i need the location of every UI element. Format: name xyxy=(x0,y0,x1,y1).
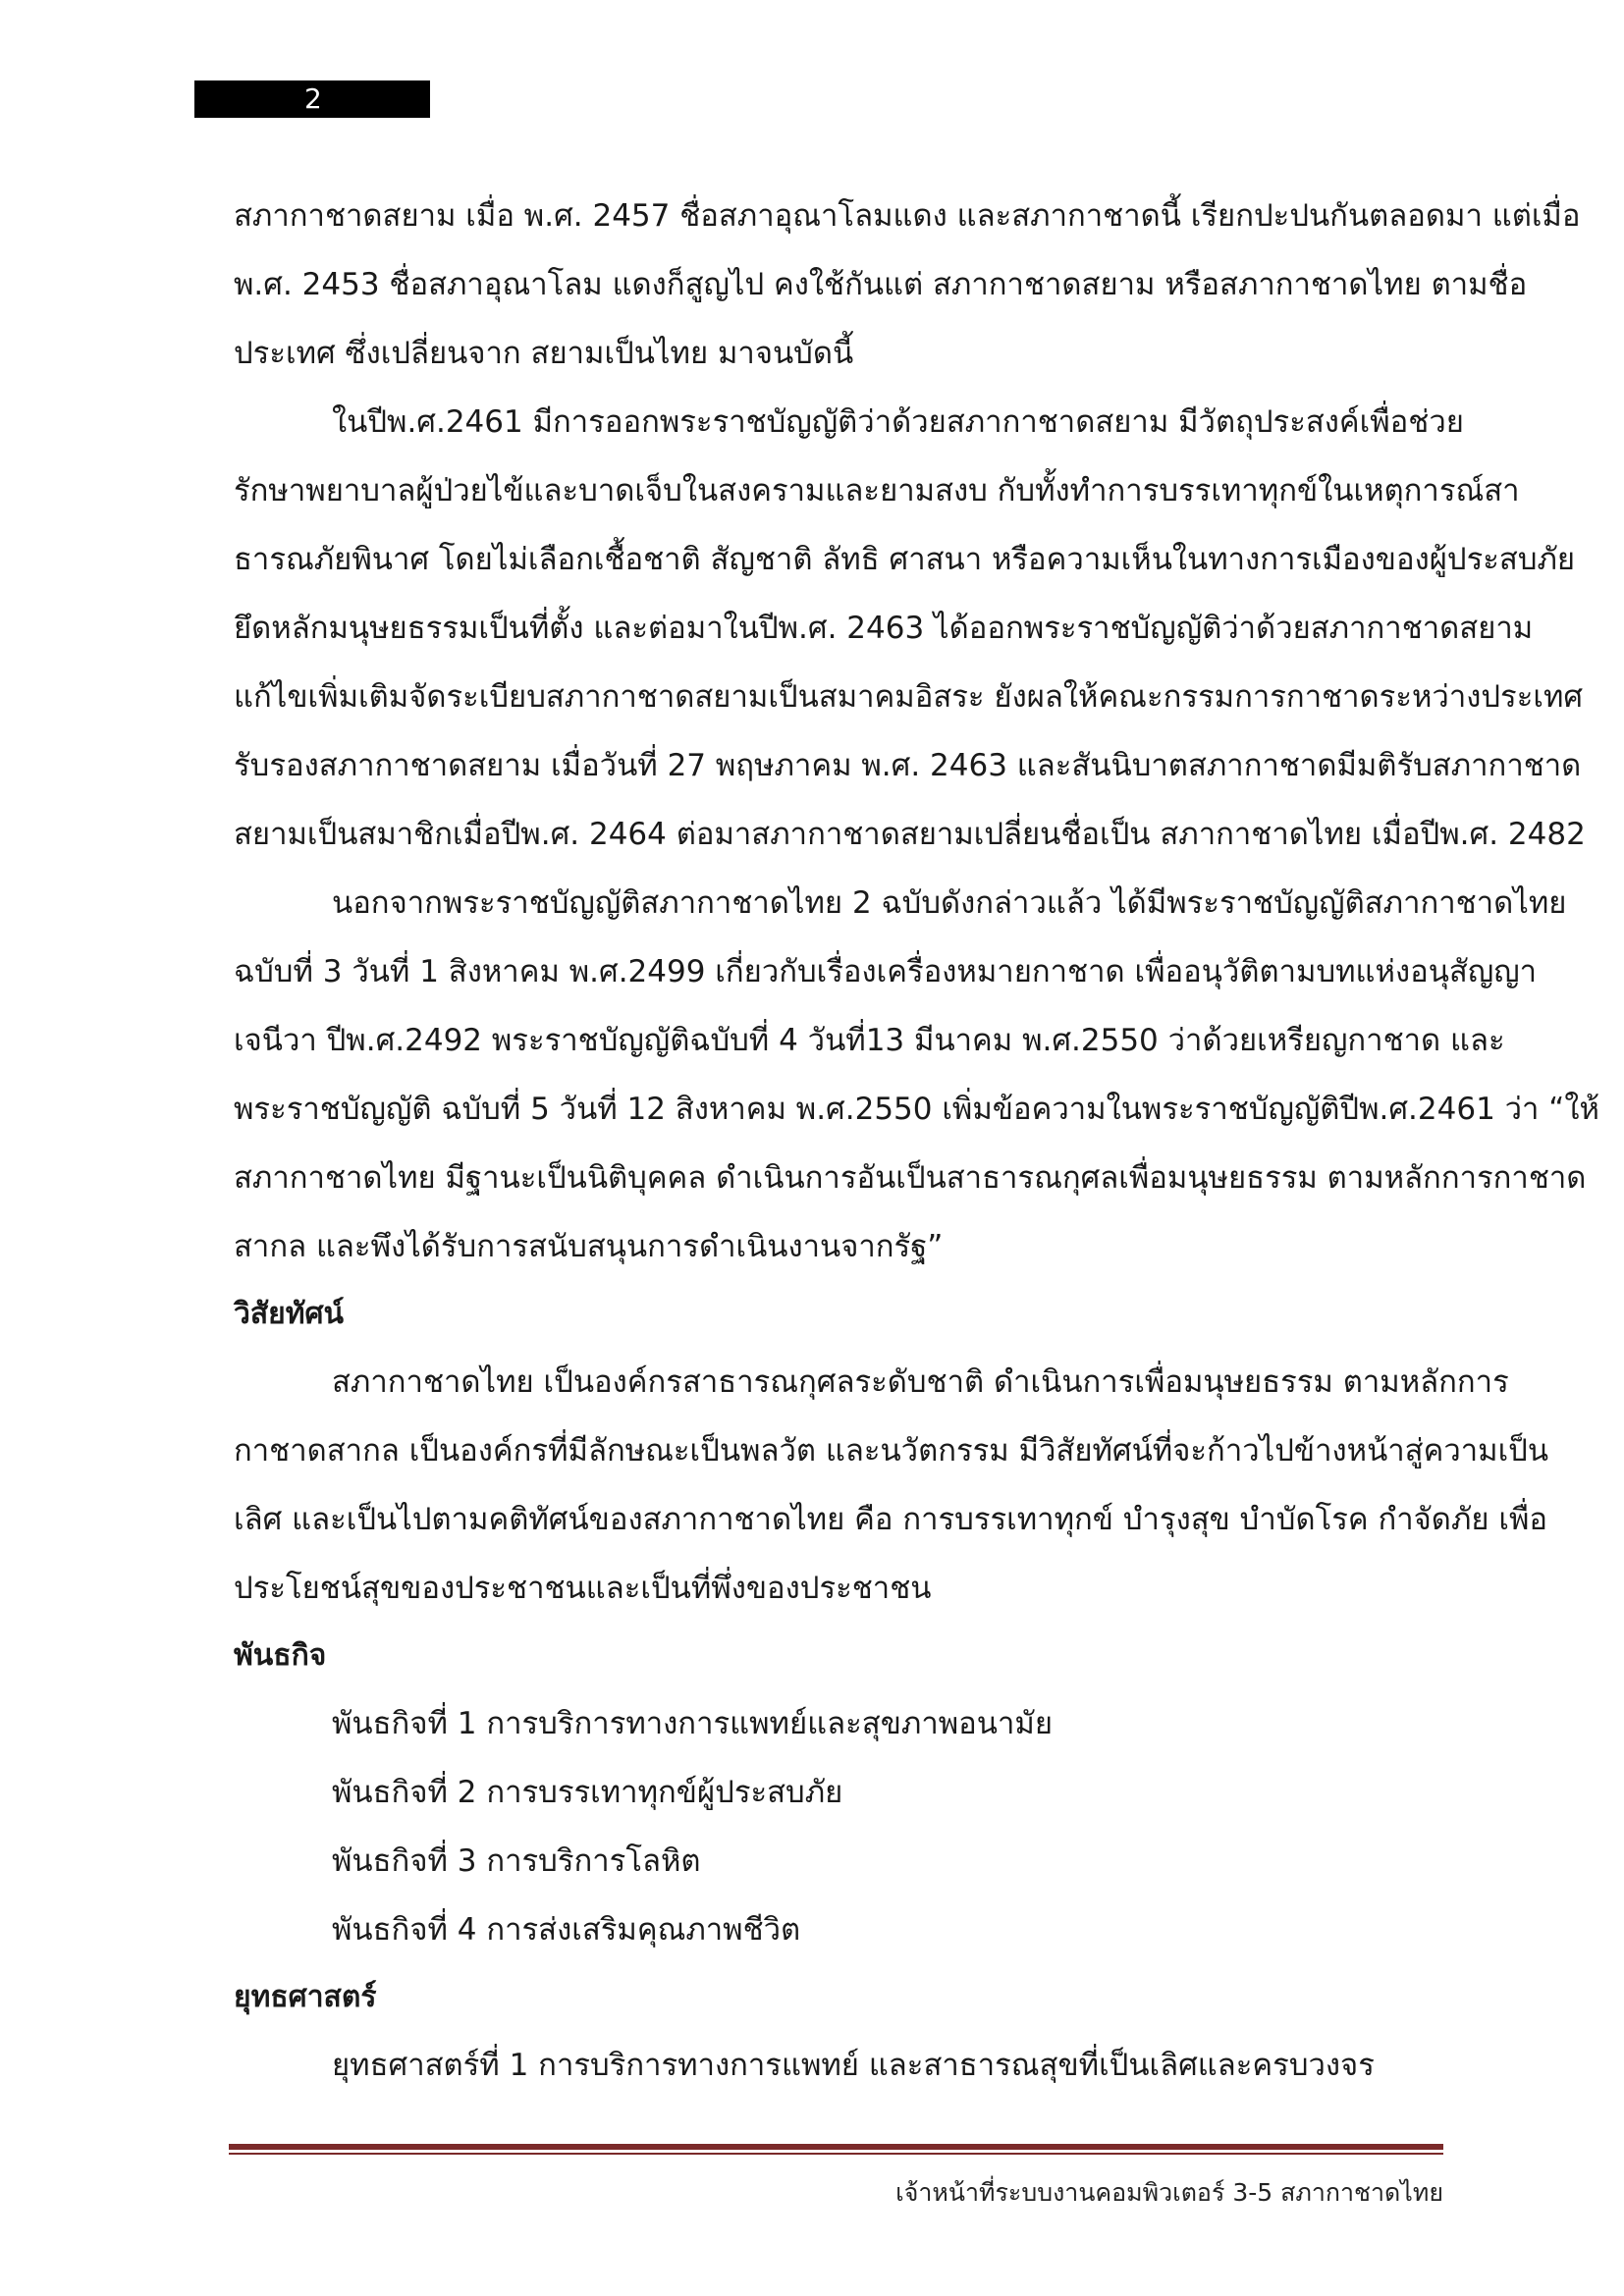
text-line: เลิศ และเป็นไปตามคติทัศน์ของสภากาชาดไทย คือ การบรรเทาทุกข์ บำรุงสุข บำบัดโรค กำจัดภัย เพื่อ xyxy=(234,1502,1548,1537)
strategy-item: ยุทธศาสตร์ที่ 1 การบริการทางการแพทย์ และสาธารณสุขที่เป็นเลิศและครบวงจร xyxy=(332,2048,1375,2083)
text-line: ธารณภัยพินาศ โดยไม่เลือกเชื้อชาติ สัญชาติ ลัทธิ ศาสนา หรือความเห็นในทางการเมืองของผู้ประสบภัย xyxy=(234,542,1576,577)
text-line: พระราชบัญญัติ ฉบับที่ 5 วันที่ 12 สิงหาคม พ.ศ.2550 เพิ่มข้อความในพระราชบัญญัติปีพ.ศ.2461 ว่า “ให้ xyxy=(234,1092,1599,1127)
text-line: รับรองสภากาชาดสยาม เมื่อวันที่ 27 พฤษภาคม พ.ศ. 2463 และสันนิบาตสภากาชาดมีมติรับสภากาชาด xyxy=(234,748,1582,783)
text-line: ยึดหลักมนุษยธรรมเป็นที่ตั้ง และต่อมาในปีพ.ศ. 2463 ได้ออกพระราชบัญญัติว่าด้วยสภากาชาดสยาม xyxy=(234,611,1534,646)
mission-item: พันธกิจที่ 3 การบริการโลหิต xyxy=(332,1843,701,1879)
text-line: สภากาชาดสยาม เมื่อ พ.ศ. 2457 ชื่อสภาอุณาโลมแดง และสภากาชาดนี้ เรียกปะปนกันตลอดมา แต่เมื่อ xyxy=(234,198,1581,234)
footer-divider-thin xyxy=(229,2153,1443,2155)
footer-text: เจ้าหน้าที่ระบบงานคอมพิวเตอร์ 3-5 สภากาชาดไทย xyxy=(895,2178,1443,2207)
mission-item: พันธกิจที่ 1 การบริการทางการแพทย์และสุขภาพอนามัย xyxy=(332,1706,1053,1741)
text-line: ประโยชน์สุขของประชาชนและเป็นที่พึ่งของประชาชน xyxy=(234,1571,932,1606)
mission-item: พันธกิจที่ 2 การบรรเทาทุกข์ผู้ประสบภัย xyxy=(332,1775,843,1810)
text-line: สากล และพึงได้รับการสนับสนุนการดำเนินงานจากรัฐ” xyxy=(234,1229,944,1264)
text-line: นอกจากพระราชบัญญัติสภากาชาดไทย 2 ฉบับดังกล่าวแล้ว ได้มีพระราชบัญญัติสภากาชาดไทย xyxy=(332,885,1567,921)
text-line: ประเทศ ซึ่งเปลี่ยนจาก สยามเป็นไทย มาจนบัดนี้ xyxy=(234,336,854,371)
mission-item: พันธกิจที่ 4 การส่งเสริมคุณภาพชีวิต xyxy=(332,1912,801,1948)
text-line: รักษาพยาบาลผู้ป่วยไข้และบาดเจ็บในสงครามและยามสงบ กับทั้งทำการบรรเทาทุกข์ในเหตุการณ์สา xyxy=(234,473,1520,508)
text-line: เจนีวา ปีพ.ศ.2492 พระราชบัญญัติฉบับที่ 4 วันที่13 มีนาคม พ.ศ.2550 ว่าด้วยเหรียญกาชาด และ xyxy=(234,1023,1505,1058)
text-line: สภากาชาดไทย เป็นองค์กรสาธารณกุศลระดับชาติ ดำเนินการเพื่อมนุษยธรรม ตามหลักการ xyxy=(332,1364,1509,1400)
text-line: สยามเป็นสมาชิกเมื่อปีพ.ศ. 2464 ต่อมาสภากาชาดสยามเปลี่ยนชื่อเป็น สภากาชาดไทย เมื่อปีพ.ศ. 2482 xyxy=(234,817,1586,852)
vision-heading: วิสัยทัศน์ xyxy=(234,1297,345,1331)
text-line: สภากาชาดไทย มีฐานะเป็นนิติบุคคล ดำเนินการอันเป็นสาธารณกุศลเพื่อมนุษยธรรม ตามหลักการกาชาด xyxy=(234,1160,1587,1196)
footer-divider xyxy=(229,2144,1443,2150)
text-line: แก้ไขเพิ่มเติมจัดระเบียบสภากาชาดสยามเป็นสมาคมอิสระ ยังผลให้คณะกรรมการกาชาดระหว่างประเทศ xyxy=(234,679,1584,715)
mission-heading: พันธกิจ xyxy=(234,1638,327,1673)
text-line: กาชาดสากล เป็นองค์กรที่มีลักษณะเป็นพลวัต และนวัตกรรม มีวิสัยทัศน์ที่จะก้าวไปข้างหน้าสู่ความเป็น xyxy=(234,1433,1549,1468)
text-line: พ.ศ. 2453 ชื่อสภาอุณาโลม แดงก็สูญไป คงใช้กันแต่ สภากาชาดสยาม หรือสภากาชาดไทย ตามชื่อ xyxy=(234,267,1528,302)
page-number-bar xyxy=(194,80,430,118)
page-number: 2 xyxy=(304,82,322,115)
document-body xyxy=(234,182,1599,2100)
text-line: ฉบับที่ 3 วันที่ 1 สิงหาคม พ.ศ.2499 เกี่ยวกับเรื่องเครื่องหมายกาชาด เพื่ออนุวัติตามบทแห่งอนุสัญญา xyxy=(234,954,1538,989)
strategy-heading: ยุทธศาสตร์ xyxy=(234,1980,377,2014)
text-line: ในปีพ.ศ.2461 มีการออกพระราชบัญญัติว่าด้วยสภากาชาดสยาม มีวัตถุประสงค์เพื่อช่วย xyxy=(332,404,1464,440)
